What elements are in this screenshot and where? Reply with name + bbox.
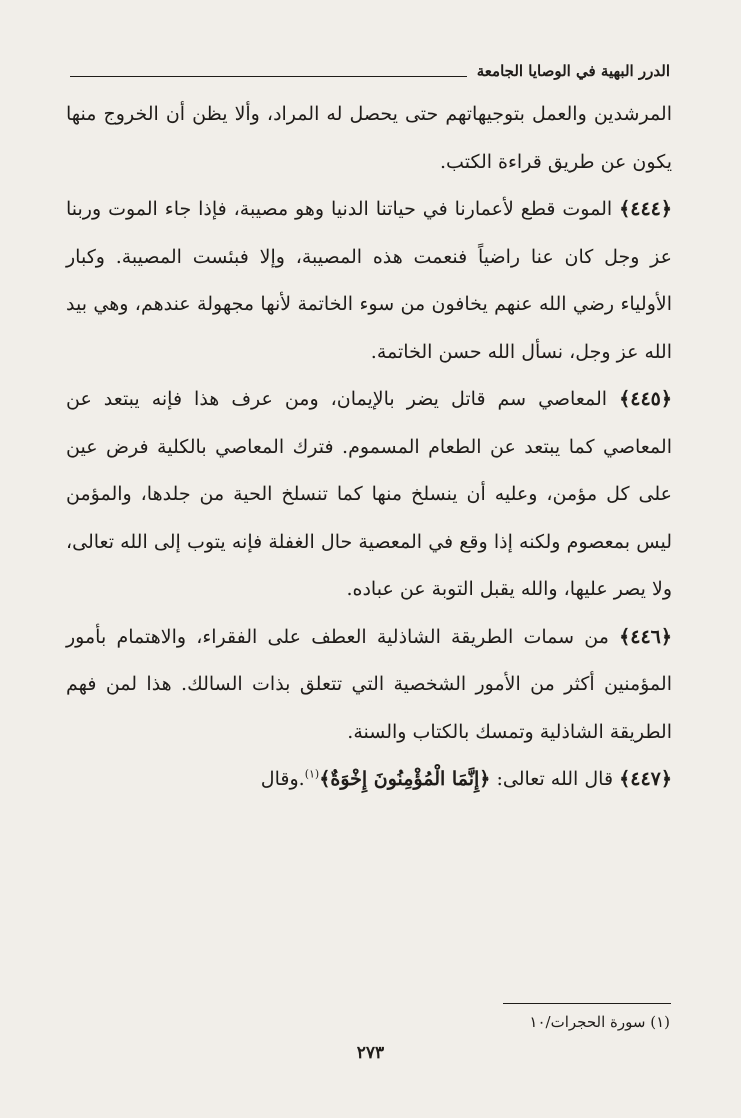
ornate-bracket-open: ﴿ <box>660 768 672 790</box>
paragraph-444 <box>66 186 672 376</box>
paragraph-number: ٤٤٦ <box>630 625 661 648</box>
paragraph-number: ٤٤٥ <box>630 388 661 410</box>
paragraph-number: ٤٤٧ <box>630 768 661 790</box>
paragraph-text: الموت قطع لأعمارنا في حياتنا الدنيا وهو مصيبة، فإذا جاء الموت وربنا عز وجل كان عنا راضياً فنعمت هذه المصيبة، وإلا فبئست المصيبة. وكبار الأولياء رضي الله عنهم يخافون من سوء الخاتمة لأنها مجهولة عندهم، وهي بيد الله عز وجل، نسأل الله حسن الخاتمة. <box>66 198 672 363</box>
footnote-rule <box>503 1003 671 1004</box>
ornate-bracket-close: ﴾ <box>619 388 631 410</box>
page-body <box>66 91 672 804</box>
footnote-marker: (١) <box>650 1013 670 1031</box>
paragraph-445 <box>66 376 672 614</box>
paragraph-number: ٤٤٤ <box>630 198 661 220</box>
ornate-bracket-open: ﴿ <box>660 198 672 220</box>
paragraph-text: المرشدين والعمل بتوجيهاتهم حتى يحصل له المراد، وألا يظن أن الخروج منها يكون عن طريق قراءة الكتب. <box>66 103 672 173</box>
quran-bracket-open: ﴿ <box>479 768 491 790</box>
ornate-bracket-close: ﴾ <box>619 768 631 790</box>
paragraph-text: من سمات الطريقة الشاذلية العطف على الفقراء، والاهتمام بأمور المؤمنين أكثر من الأمور الشخصية التي تتعلق بذات السالك. هذا لمن فهم الطريقة الشاذلية وتمسك بالكتاب والسنة. <box>66 625 672 743</box>
ornate-bracket-close: ﴾ <box>619 625 631 648</box>
paragraph-446 <box>66 614 672 757</box>
paragraph-text: المعاصي سم قاتل يضر بالإيمان، ومن عرف هذا فإنه يبتعد عن المعاصي كما يبتعد عن الطعام المسموم. فترك المعاصي بالكلية فرض عين على كل مؤمن، وعليه أن ينسلخ منها كما تنسلخ الحية من جلدها، والمؤمن ليس بمعصوم ولكنه إذا وقع في المعصية حال الغفلة فإنه يتوب إلى الله تعالى، ولا يصر عليها، والله يقبل التوبة عن عباده. <box>66 388 672 600</box>
paragraph-continued <box>66 91 672 186</box>
header-rule <box>70 76 467 77</box>
ornate-bracket-open: ﴿ <box>660 625 672 648</box>
quran-verse: إِنَّمَا الْمُؤْمِنُونَ إِخْوَةٌ <box>330 768 480 790</box>
ornate-bracket-open: ﴿ <box>660 388 672 410</box>
quran-bracket-close: ﴾ <box>319 768 331 790</box>
header-title: الدرر البهية في الوصايا الجامعة <box>476 62 670 80</box>
running-header <box>70 58 670 84</box>
paragraph-tail: .وقال <box>260 768 305 790</box>
paragraph-447 <box>66 756 672 804</box>
footnote-text: سورة الحجرات/١٠ <box>529 1013 646 1031</box>
footnote <box>300 1013 670 1031</box>
footnote-reference[interactable]: (١) <box>304 767 320 781</box>
paragraph-lead: قال الله تعالى: <box>496 768 614 790</box>
ornate-bracket-close: ﴾ <box>619 198 631 220</box>
page-number: ٢٧٣ <box>356 1043 385 1063</box>
